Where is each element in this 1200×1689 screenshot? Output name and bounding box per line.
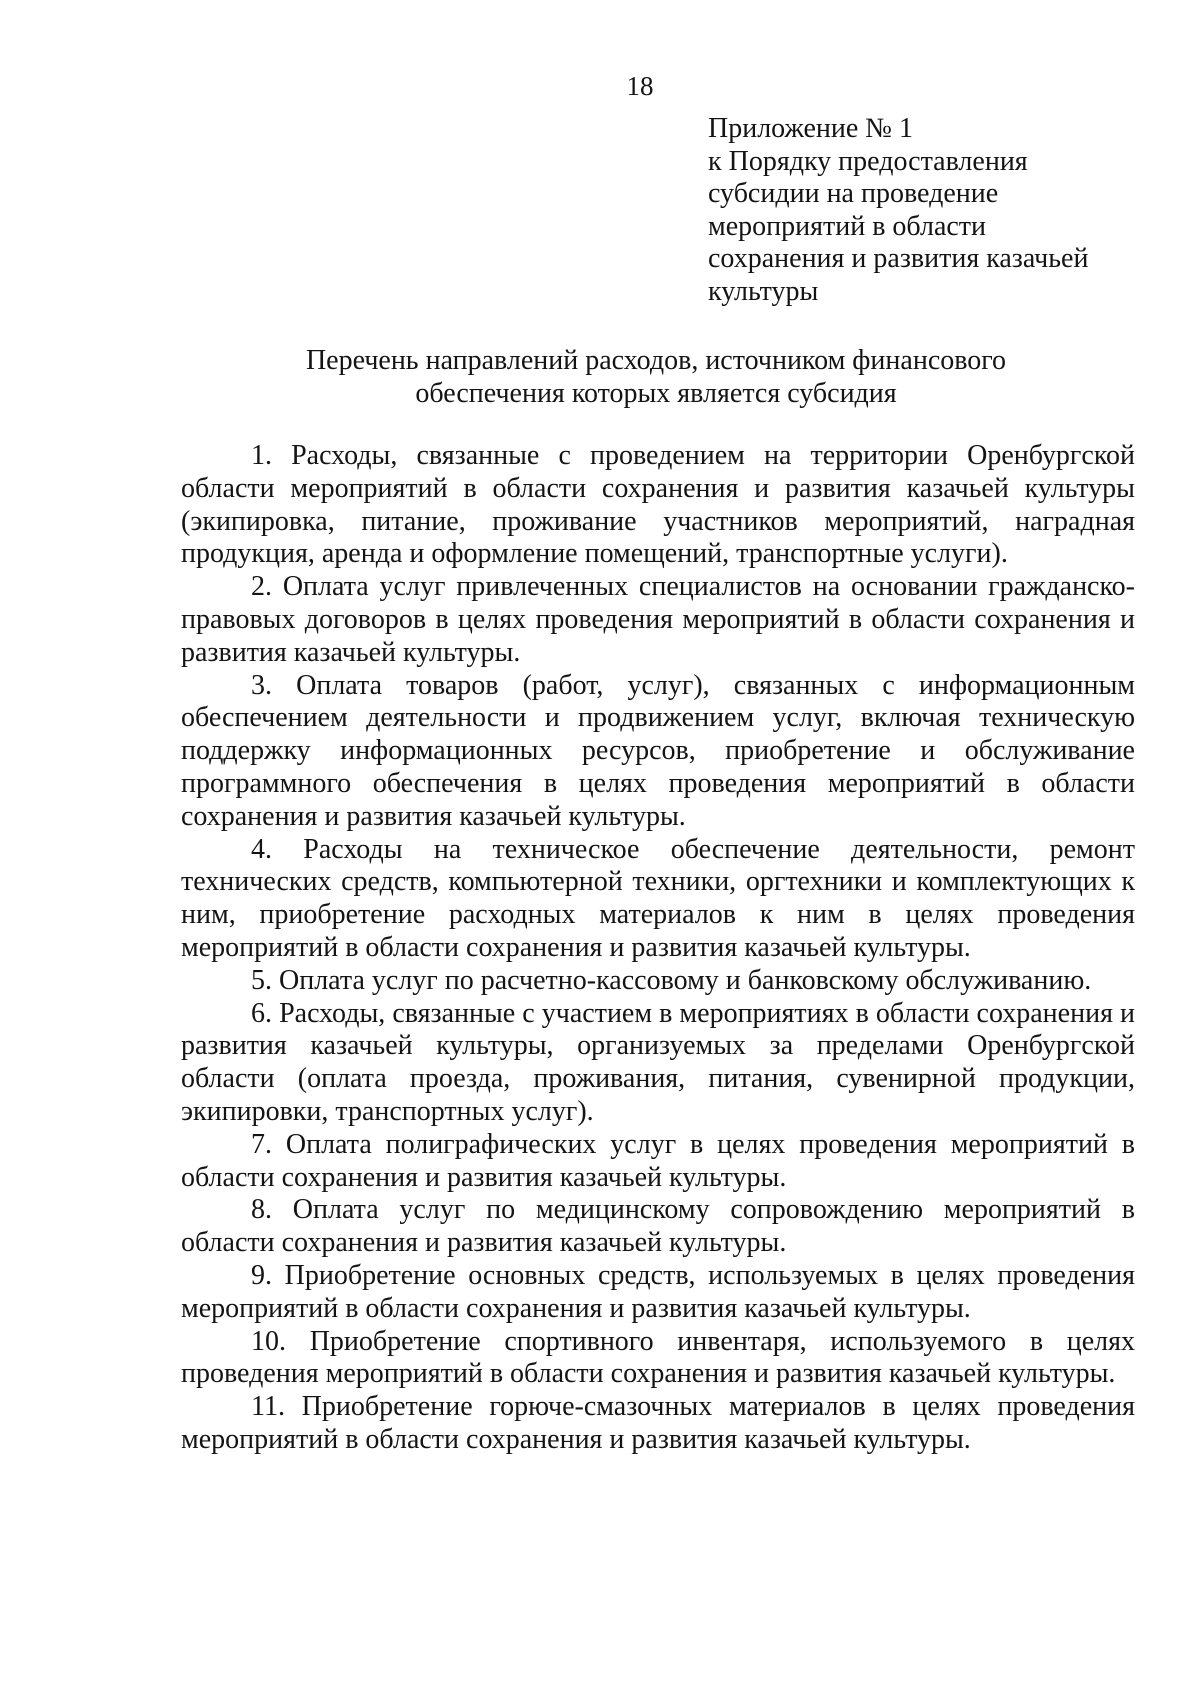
list-item: 10. Приобретение спортивного инвентаря, используемого в целях проведения мероприятий в области сохранения и развития казачьей культуры. bbox=[181, 1325, 1135, 1390]
list-item: 4. Расходы на техническое обеспечение деятельности, ремонт технических средств, компьютерной техники, оргтехники и комплектующих к ним, приобретение расходных материалов к ним в целях проведения мероприятий в области сохранения и развития казачьей культуры. bbox=[181, 833, 1135, 963]
list-item: 11. Приобретение горюче-смазочных материалов в целях проведения мероприятий в области сохранения и развития казачьей культуры. bbox=[181, 1391, 1135, 1455]
document-title-line: Перечень направлений расходов, источником финансового bbox=[305, 345, 1007, 376]
appendix-line: субсидии на проведение bbox=[708, 178, 999, 209]
appendix-line: мероприятий в области bbox=[708, 210, 987, 242]
appendix-header bbox=[708, 113, 1148, 308]
list-item: 1. Расходы, связанные с проведением на территории Оренбургской области мероприятий в области сохранения и развития казачьей культуры (экипировка, питание, проживание участников мероприятий, наградная продукция, аренда и оформление помещений, транспортные услуги). bbox=[181, 440, 1135, 570]
document-title-line: обеспечения которых является субсидия bbox=[415, 377, 897, 409]
list-item: 9. Приобретение основных средств, используемых в целях проведения мероприятий в области сохранения и развития казачьей культуры. bbox=[181, 1259, 1135, 1324]
list-item: 5. Оплата услуг по расчетно-кассовому и банковскому обслуживанию. bbox=[251, 964, 1092, 996]
appendix-line: к Порядку предоставления bbox=[708, 145, 1028, 177]
appendix-line: сохранения и развития казачьей bbox=[708, 243, 1089, 274]
list-item: 3. Оплата товаров (работ, услуг), связанных с информационным обеспечением деятельности и продвижением услуг, включая техническую поддержку информационных ресурсов, приобретение и обслуживание программного обеспечения в целях проведения мероприятий в области сохранения и развития казачьей культуры. bbox=[181, 669, 1135, 832]
list-item: 7. Оплата полиграфических услуг в целях проведения мероприятий в области сохранения и развития казачьей культуры. bbox=[181, 1128, 1135, 1193]
expense-list bbox=[181, 440, 1135, 1457]
list-item: 2. Оплата услуг привлеченных специалистов на основании гражданско-правовых договоров в целях проведения мероприятий в области сохранения и развития казачьей культуры. bbox=[181, 571, 1135, 668]
document-title bbox=[181, 345, 1131, 410]
page-number: 18 bbox=[626, 71, 654, 101]
list-item: 8. Оплата услуг по медицинскому сопровождению мероприятий в области сохранения и развития казачьей культуры. bbox=[181, 1194, 1135, 1259]
appendix-line: культуры bbox=[708, 275, 819, 307]
appendix-line: Приложение № 1 bbox=[708, 113, 913, 144]
list-item: 6. Расходы, связанные с участием в мероприятиях в области сохранения и развития казачьей культуры, организуемых за пределами Оренбургской области (оплата проезда, проживания, питания, сувенирной продукции, экипировки, транспортных услуг). bbox=[181, 997, 1135, 1127]
